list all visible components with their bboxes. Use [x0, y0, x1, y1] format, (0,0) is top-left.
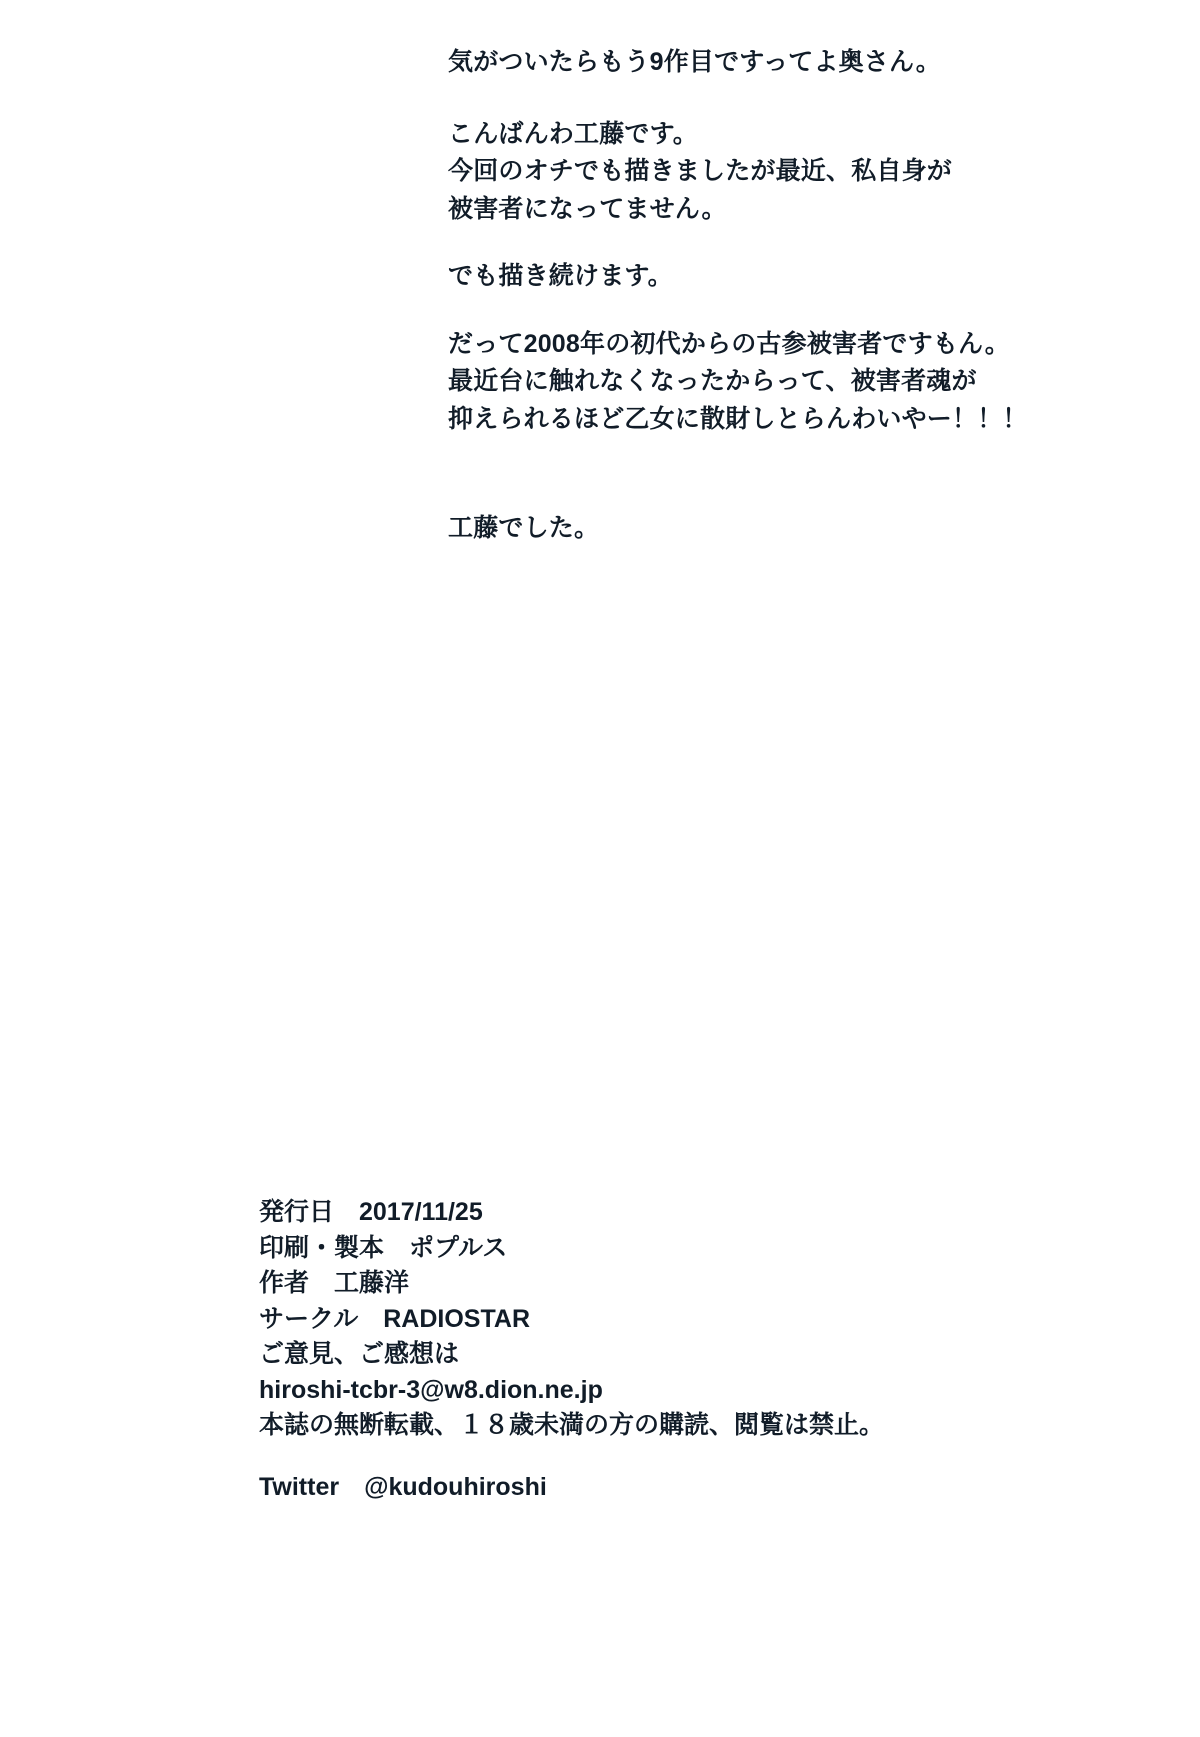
colophon-publish-date: 発行日 2017/11/25	[259, 1198, 483, 1226]
afterword-section	[448, 44, 1148, 548]
spacer	[448, 82, 1148, 116]
colophon-email: hiroshi-tcbr-3@w8.dion.ne.jp	[259, 1375, 603, 1404]
afterword-signoff: 工藤でした。	[448, 514, 600, 542]
afterword-paragraph-3-line-3: 抑えられるほど乙女に散財しとらんわいやー！！！	[448, 404, 1028, 433]
colophon-author: 作者 工藤洋	[259, 1269, 410, 1297]
colophon-circle: サークル RADIOSTAR	[259, 1304, 531, 1333]
colophon-twitter: Twitter @kudouhiroshi	[259, 1472, 547, 1501]
spacer	[259, 1444, 1099, 1470]
colophon-notice: 本誌の無断転載、１８歳未満の方の購読、閲覧は禁止。	[259, 1411, 885, 1439]
colophon-printing: 印刷・製本 ポプルス	[259, 1233, 508, 1262]
spacer	[448, 438, 1148, 510]
spacer	[448, 296, 1148, 326]
afterword-paragraph-2: でも描き続けます。	[448, 262, 673, 290]
afterword-paragraph-3-line-2: 最近台に触れなくなったからって、被害者魂が	[448, 367, 977, 395]
afterword-paragraph-1-line-3: 被害者になってません。	[448, 194, 727, 223]
afterword-paragraph-1-line-2: 今回のオチでも描きましたが最近、私自身が	[448, 157, 953, 185]
afterword-paragraph-3-line-1: だって2008年の初代からの古参被害者ですもん。	[448, 329, 1010, 358]
afterword-headline: 気がついたらもう9作目ですってよ奥さん。	[448, 48, 941, 76]
colophon-section	[259, 1195, 1099, 1505]
afterword-paragraph-1-line-1: こんばんわ工藤です。	[448, 119, 699, 148]
spacer	[448, 228, 1148, 258]
colophon-contact-label: ご意見、ご感想は	[259, 1340, 460, 1368]
